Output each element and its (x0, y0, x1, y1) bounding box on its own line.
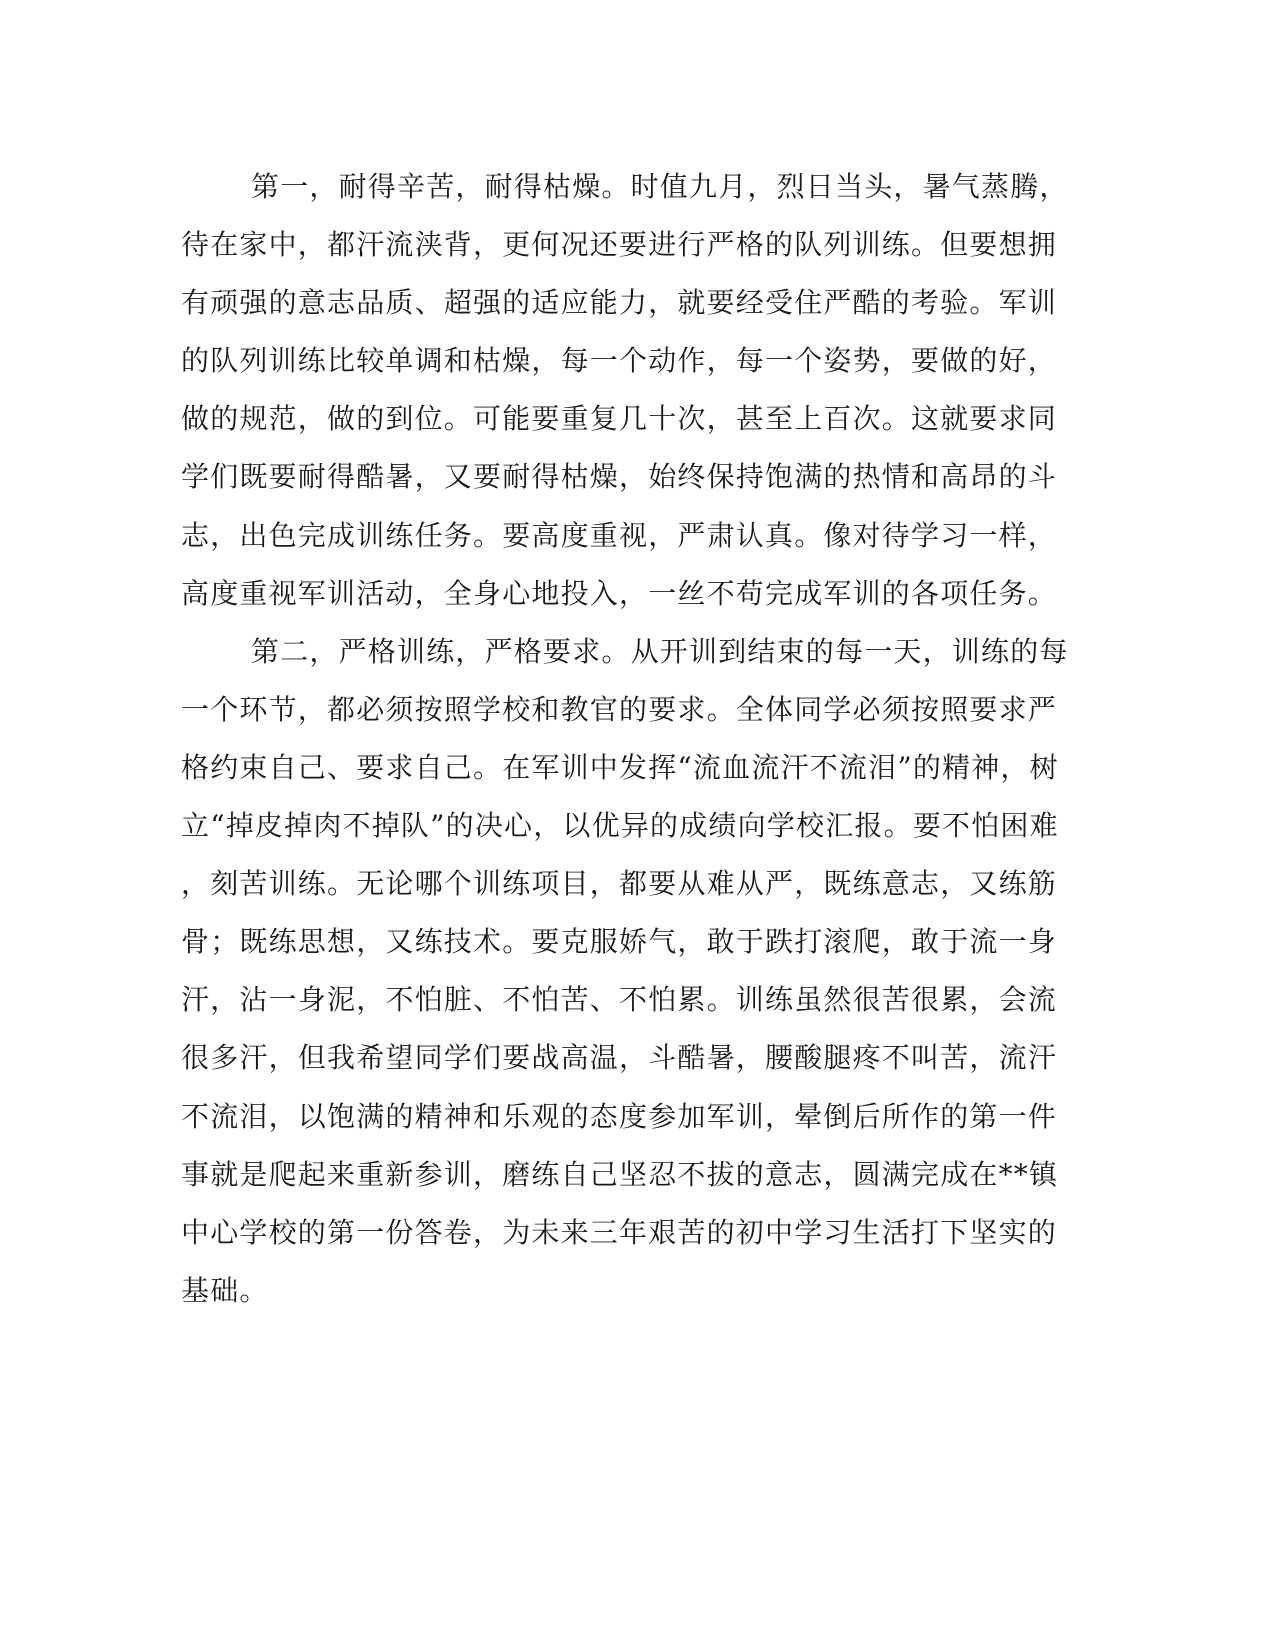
paragraph-line: 骨；既练思想，又练技术。要克服娇气，敢于跌打滚爬，敢于流一身 (181, 925, 1058, 959)
paragraph-line: 学们既要耐得酷暑，又要耐得枯燥，始终保持饱满的热情和高昂的斗 (181, 460, 1058, 494)
paragraph-line: 志，出色完成训练任务。要高度重视，严肃认真。像对待学习一样， (181, 518, 1058, 552)
paragraph-line: 事就是爬起来重新参训，磨练自己坚忍不拔的意志，圆满完成在**镇 (181, 1157, 1059, 1191)
paragraph-line: 格约束自己、要求自己。在军训中发挥“流血流汗不流泪”的精神，树 (181, 750, 1059, 784)
paragraph-line: 基础。 (181, 1273, 269, 1307)
paragraph-line: 有顽强的意志品质、超强的适应能力，就要经受住严酷的考验。军训 (181, 286, 1058, 320)
paragraph-1 (181, 158, 1069, 623)
paragraph-line: 很多汗，但我希望同学们要战高温，斗酷暑，腰酸腿疼不叫苦，流汗 (181, 1041, 1058, 1075)
paragraph-line: 高度重视军训活动，全身心地投入，一丝不苟完成军训的各项任务。 (181, 576, 1058, 610)
paragraph-line: 做的规范，做的到位。可能要重复几十次，甚至上百次。这就要求同 (181, 402, 1058, 436)
paragraph-line: 的队列训练比较单调和枯燥，每一个动作，每一个姿势，要做的好， (181, 344, 1058, 378)
paragraph-2 (181, 623, 1069, 1320)
paragraph-line: 一个环节，都必须按照学校和教官的要求。全体同学必须按照要求严 (181, 692, 1058, 726)
paragraph-line: 汗，沾一身泥，不怕脏、不怕苦、不怕累。训练虽然很苦很累，会流 (181, 983, 1058, 1017)
document-body (181, 158, 1069, 1320)
paragraph-line: 第一，耐得辛苦，耐得枯燥。时值九月，烈日当头，暑气蒸腾， (251, 170, 1069, 203)
paragraph-line: 待在家中，都汗流浃背，更何况还要进行严格的队列训练。但要想拥 (181, 228, 1058, 262)
paragraph-line: ，刻苦训练。无论哪个训练项目，都要从难从严，既练意志，又练筋 (181, 867, 1058, 901)
paragraph-line: 第二，严格训练，严格要求。从开训到结束的每一天，训练的每 (251, 634, 1069, 668)
paragraph-line: 立“掉皮掉肉不掉队”的决心，以优异的成绩向学校汇报。要不怕困难 (181, 809, 1059, 843)
paragraph-line: 不流泪，以饱满的精神和乐观的态度参加军训，晕倒后所作的第一件 (181, 1099, 1058, 1133)
paragraph-line: 中心学校的第一份答卷，为未来三年艰苦的初中学习生活打下坚实的 (181, 1215, 1058, 1249)
